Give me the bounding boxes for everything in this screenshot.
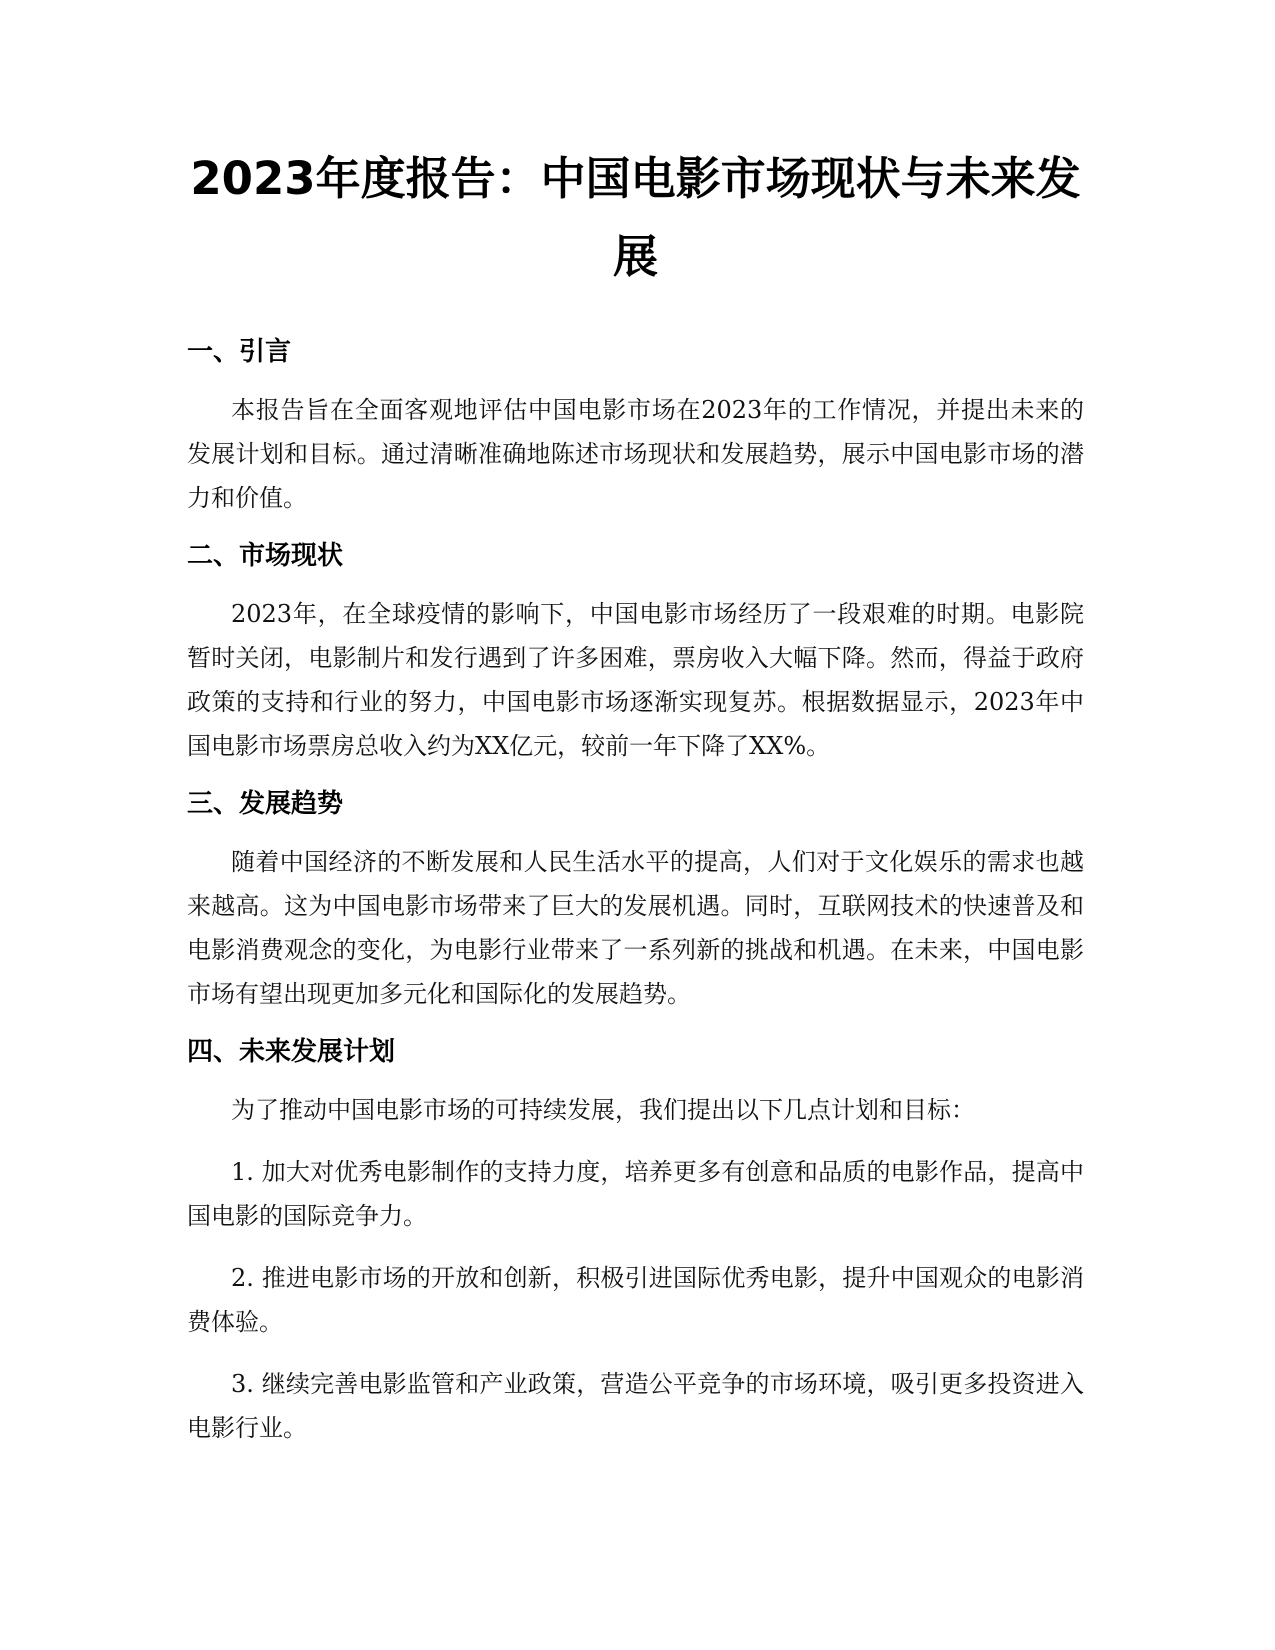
section-heading-market-status: 二、市场现状	[187, 541, 344, 571]
plan-item-2: 2. 推进电影市场的开放和创新，积极引进国际优秀电影，提升中国观众的电影消费体验。	[187, 1264, 1084, 1336]
plan-item-1: 1. 加大对优秀电影制作的支持力度，培养更多有创意和品质的电影作品，提高中国电影的国际竞争力。	[187, 1158, 1084, 1230]
paragraph-plan-intro: 为了推动中国电影市场的可持续发展，我们提出以下几点计划和目标：	[231, 1096, 975, 1124]
section-heading-introduction: 一、引言	[187, 337, 292, 367]
section-heading-trends: 三、发展趋势	[187, 789, 344, 819]
plan-item-3: 3. 继续完善电影监管和产业政策，营造公平竞争的市场环境，吸引更多投资进入电影行业。	[187, 1370, 1084, 1442]
section-heading-future-plan: 四、未来发展计划	[187, 1037, 396, 1067]
paragraph-market-status: 2023年，在全球疫情的影响下，中国电影市场经历了一段艰难的时期。电影院暂时关闭，电影制片和发行遇到了许多困难，票房收入大幅下降。然而，得益于政府政策的支持和行业的努力，中国电影市场逐渐实现复苏。根据数据显示，2023年中国电影市场票房总收入约为XX亿元，较前一年下降了XX%。	[187, 600, 1084, 760]
paragraph-trends: 随着中国经济的不断发展和人民生活水平的提高，人们对于文化娱乐的需求也越来越高。这为中国电影市场带来了巨大的发展机遇。同时，互联网技术的快速普及和电影消费观念的变化，为电影行业带来了一系列新的挑战和机遇。在未来，中国电影市场有望出现更加多元化和国际化的发展趋势。	[187, 848, 1084, 1008]
document-body	[187, 140, 1084, 1450]
document-title: 2023年度报告：中国电影市场现状与未来发展	[190, 152, 1081, 283]
paragraph-introduction: 本报告旨在全面客观地评估中国电影市场在2023年的工作情况，并提出未来的发展计划和目标。通过清晰准确地陈述市场现状和发展趋势，展示中国电影市场的潜力和价值。	[187, 396, 1084, 512]
